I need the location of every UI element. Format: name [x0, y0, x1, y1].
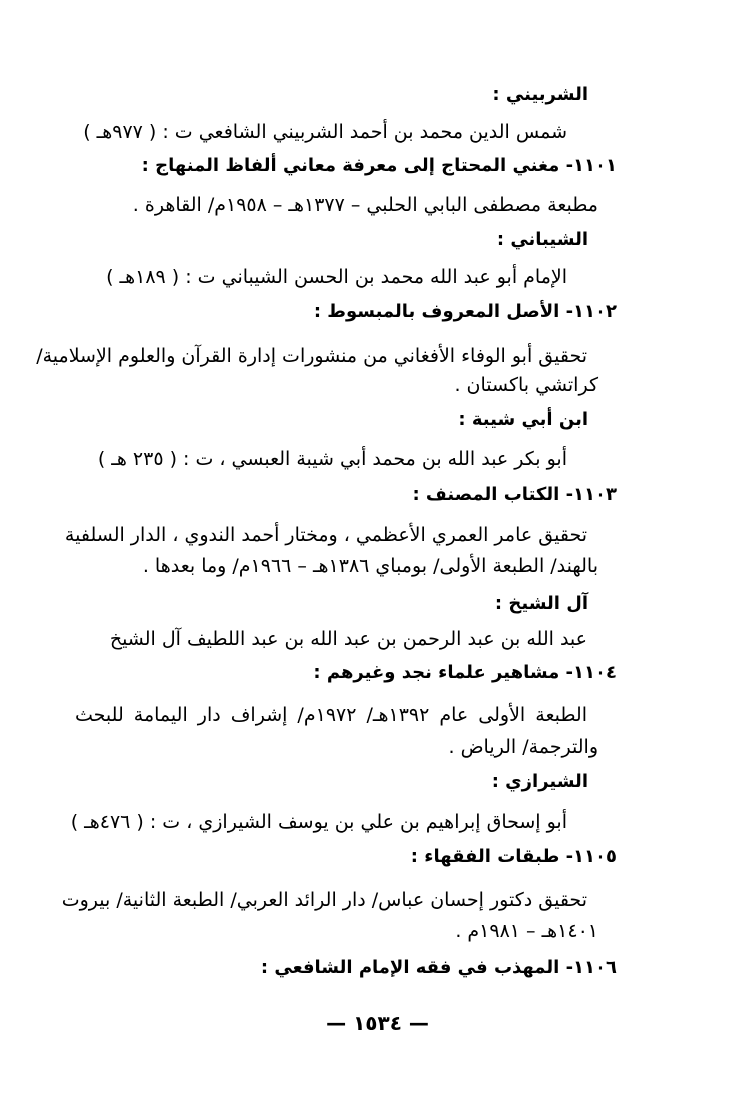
entry-1101-details: مطبعة مصطفى البابي الحلبي – ١٣٧٧هـ – ١٩٥٨م/ القاهرة . — [132, 194, 598, 216]
entry-1103-details-line1: تحقيق عامر العمري الأعظمي ، ومختار أحمد الندوي ، الدار السلفية — [64, 524, 587, 546]
author-info-ibn-abi-shayba: أبو بكر عبد الله بن محمد أبي شيبة العبسي ، ت : ( ٢٣٥ هـ ) — [97, 448, 567, 470]
author-heading-shirbini: الشربيني : — [492, 84, 588, 105]
entry-1105-title: ١١٠٥- طبقات الفقهاء : — [410, 846, 617, 867]
entry-1103-details-line2: بالهند/ الطبعة الأولى/ بومباي ١٣٨٦هـ – ١٩٦٦م/ وما بعدها . — [142, 555, 598, 577]
entry-1105-details-line1: تحقيق دكتور إحسان عباس/ دار الرائد العربي/ الطبعة الثانية/ بيروت — [61, 889, 587, 911]
entry-1104-details-line1: الطبعة الأولى عام ١٣٩٢هـ/ ١٩٧٢م/ إشراف دار اليمامة للبحث — [75, 704, 587, 726]
entry-1102-details-line1: تحقيق أبو الوفاء الأفغاني من منشورات إدارة القرآن والعلوم الإسلامية/ — [36, 345, 587, 367]
author-info-shaybani: الإمام أبو عبد الله محمد بن الحسن الشيباني ت : ( ١٨٩هـ ) — [106, 266, 567, 288]
author-heading-al-shaykh: آل الشيخ : — [494, 593, 588, 614]
entry-1106-title: ١١٠٦- المهذب في فقه الإمام الشافعي : — [260, 957, 617, 978]
author-info-al-shaykh: عبد الله بن عبد الرحمن بن عبد الله بن عبد اللطيف آل الشيخ — [109, 628, 587, 650]
author-info-shirazi: أبو إسحاق إبراهيم بن علي بن يوسف الشيرازي ، ت : ( ٤٧٦هـ ) — [70, 811, 567, 833]
entry-1101-title: ١١٠١- مغني المحتاج إلى معرفة معاني ألفاظ المنهاج : — [141, 155, 617, 176]
author-info-shirbini: شمس الدين محمد بن أحمد الشربيني الشافعي ت : ( ٩٧٧هـ ) — [83, 121, 567, 143]
entry-1105-details-line2: ١٤٠١هـ – ١٩٨١م . — [455, 920, 598, 942]
entry-1102-details-line2: كراتشي باكستان . — [454, 374, 598, 396]
entry-1104-details-line2: والترجمة/ الرياض . — [448, 736, 598, 758]
page-number: — ١٥٣٤ — — [326, 1011, 429, 1035]
author-heading-ibn-abi-shayba: ابن أبي شيبة : — [458, 409, 588, 430]
entry-1102-title: ١١٠٢- الأصل المعروف بالمبسوط : — [313, 301, 617, 322]
entry-1104-title: ١١٠٤- مشاهير علماء نجد وغيرهم : — [313, 662, 617, 683]
author-heading-shirazi: الشيرازي : — [491, 771, 588, 792]
entry-1103-title: ١١٠٣- الكتاب المصنف : — [412, 484, 617, 505]
author-heading-shaybani: الشيباني : — [496, 229, 588, 250]
